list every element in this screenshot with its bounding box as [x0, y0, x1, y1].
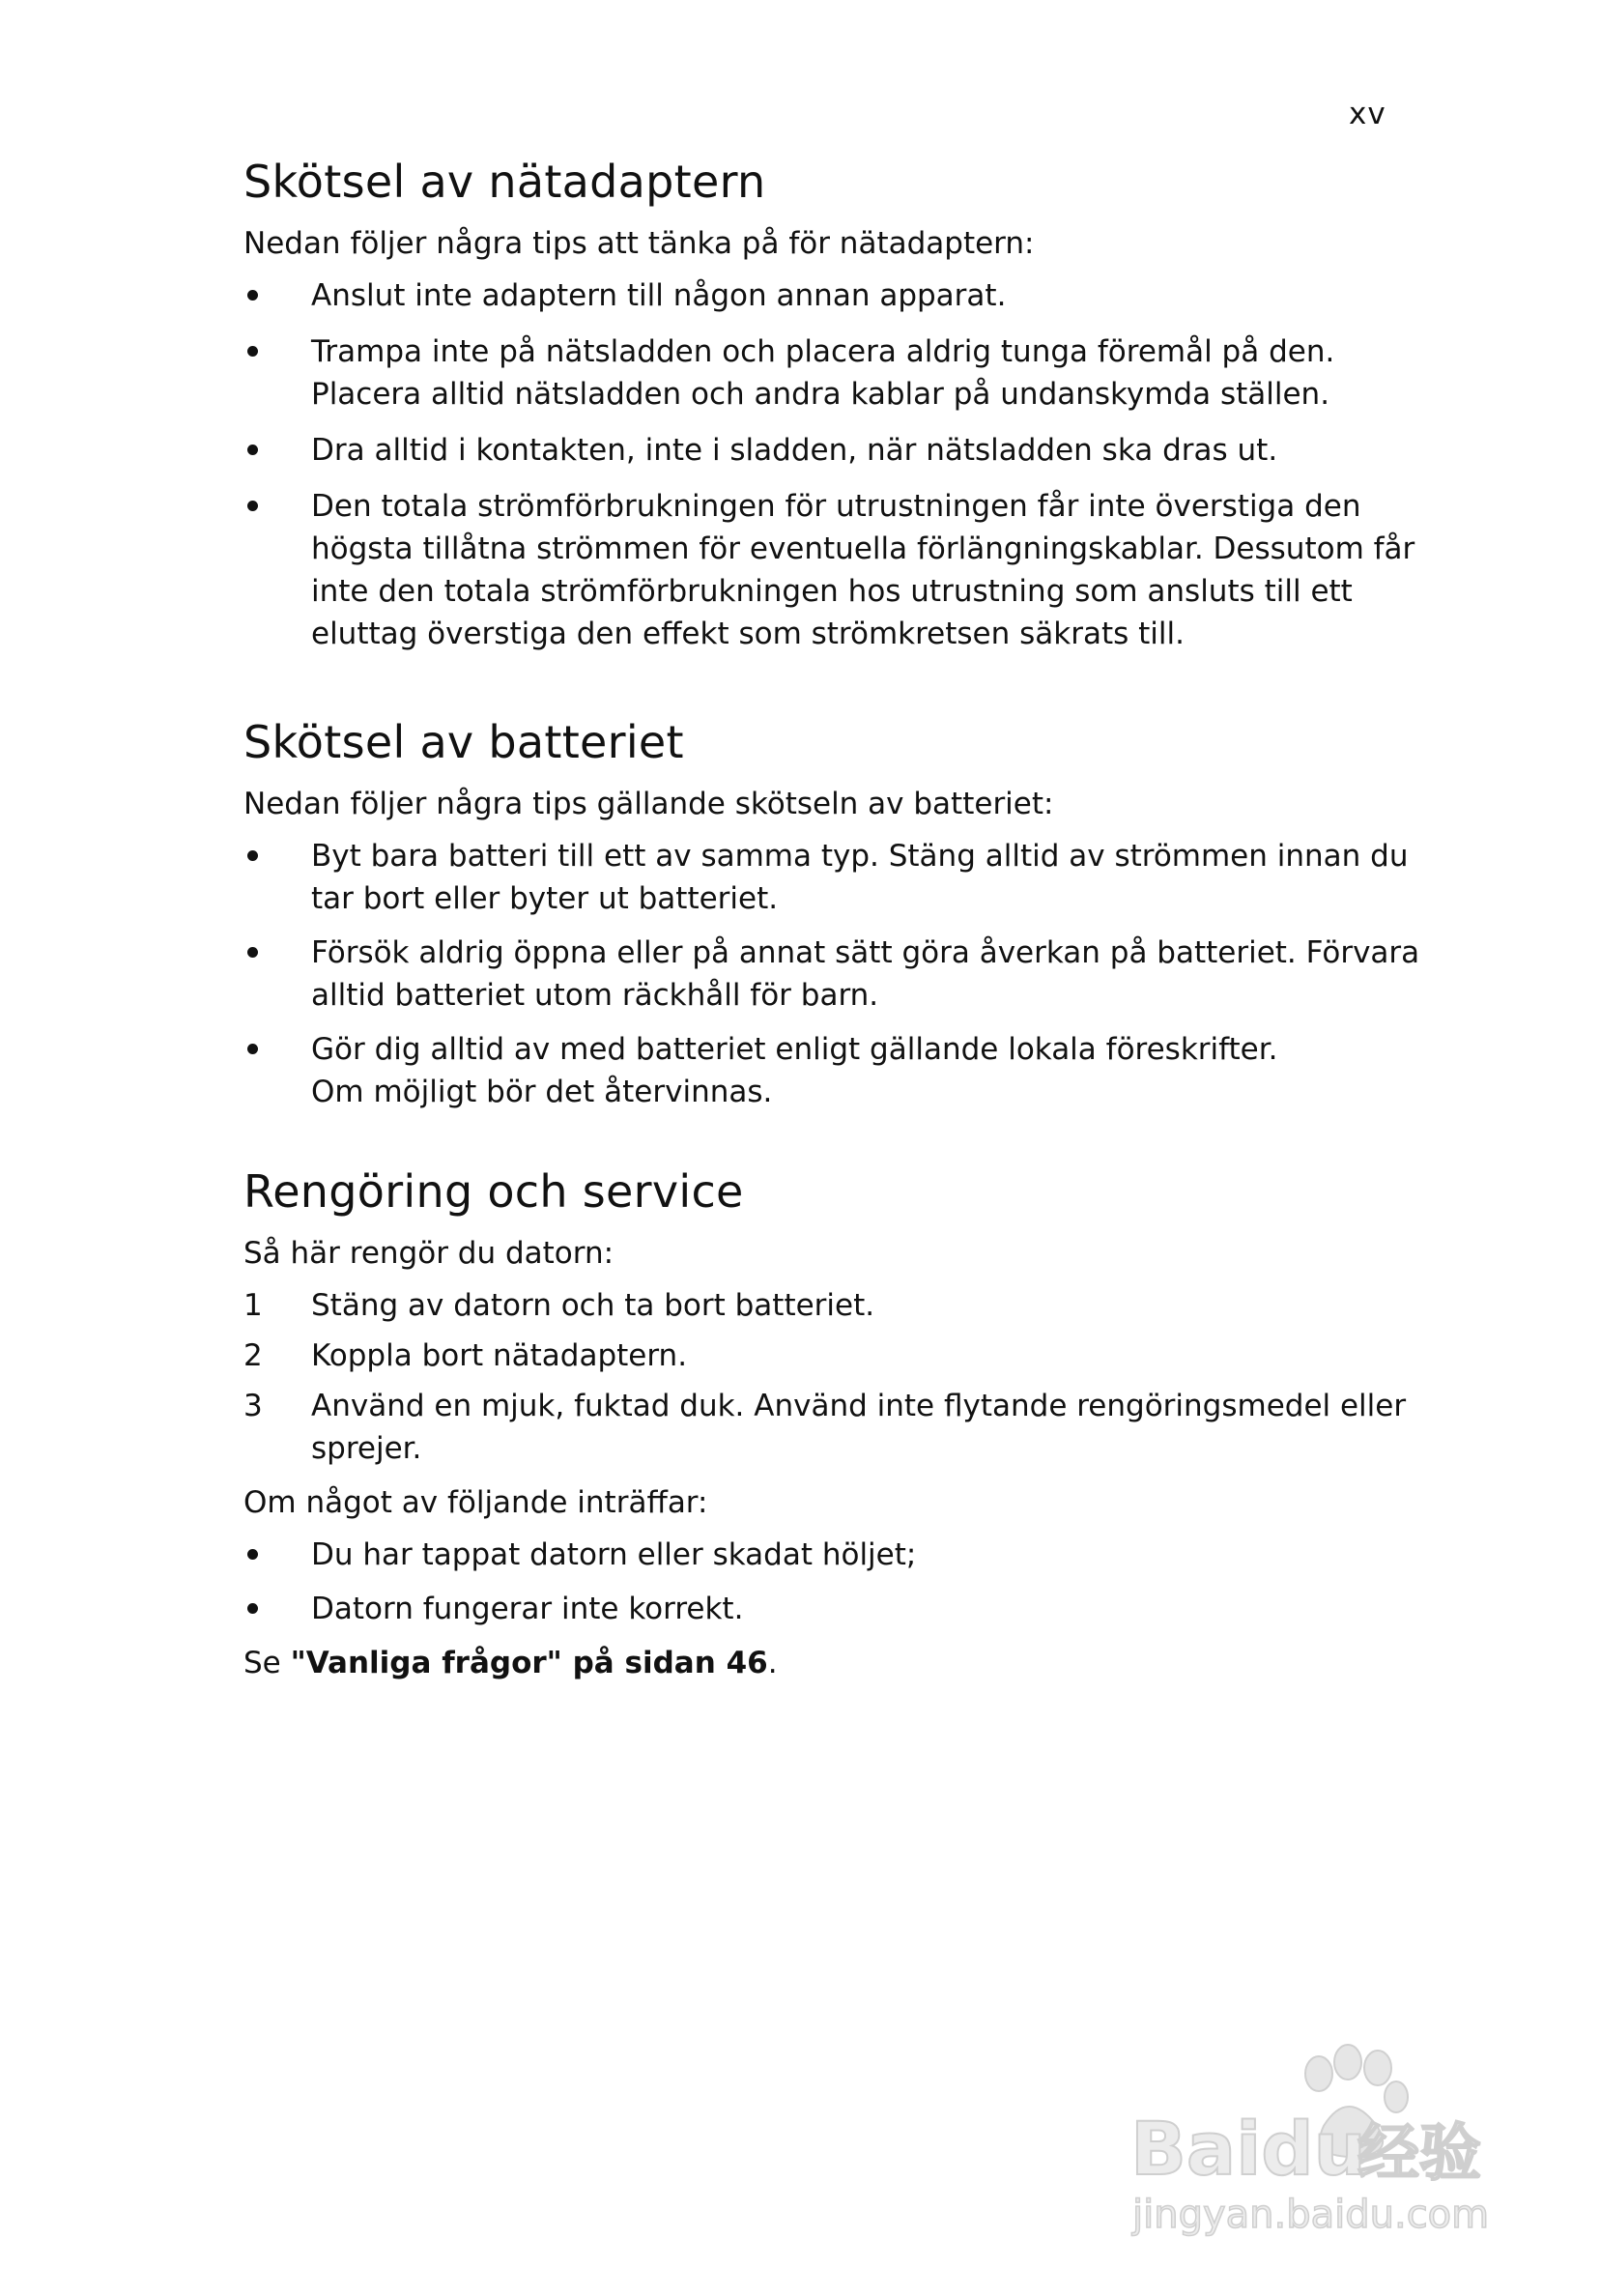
- list-item: [243, 932, 1420, 1017]
- list-item-text: Om möjligt bör det återvinnas.: [311, 1075, 773, 1109]
- step-text: Använd en mjuk, fuktad duk. Använd inte flytande rengöringsmedel eller: [311, 1389, 1407, 1423]
- bullet-icon: [247, 947, 258, 958]
- cross-reference-prefix: Se: [243, 1646, 291, 1680]
- section-title: Skötsel av batteriet: [243, 716, 684, 768]
- section-intro: Nedan följer några tips gällande skötseln av batteriet:: [243, 787, 1054, 821]
- bullet-icon: [247, 290, 258, 301]
- cross-reference-suffix: .: [767, 1646, 778, 1680]
- list-item-text: Placera alltid nätsladden och andra kablar på undanskymda ställen.: [311, 377, 1330, 412]
- list-item-text: Gör dig alltid av med batteriet enligt gällande lokala föreskrifter.: [311, 1032, 1278, 1067]
- list-item-text: högsta tillåtna strömmen för eventuella förlängningskablar. Dessutom får: [311, 531, 1415, 566]
- watermark-url: jingyan.baidu.com: [1132, 2193, 1490, 2237]
- list-item: [243, 485, 1415, 655]
- bullet-icon: [247, 1549, 258, 1560]
- numbered-step: [243, 1284, 1384, 1327]
- step-text: Koppla bort nätadaptern.: [311, 1338, 688, 1373]
- bullet-icon: [247, 346, 258, 357]
- section-intro: Nedan följer några tips att tänka på för nätadaptern:: [243, 226, 1035, 261]
- step-text: Stäng av datorn och ta bort batteriet.: [311, 1288, 875, 1323]
- numbered-step: [243, 1335, 1384, 1377]
- list-item-text: Trampa inte på nätsladden och placera aldrig tunga föremål på den.: [311, 334, 1335, 369]
- list-item: [243, 429, 1384, 472]
- list-item: [243, 330, 1384, 416]
- baidu-watermark: [1121, 2029, 1507, 2252]
- list-item: [243, 1588, 1384, 1630]
- step-number: 2: [243, 1338, 263, 1373]
- list-item-text: Byt bara batteri till ett av samma typ. Stäng alltid av strömmen innan du: [311, 839, 1409, 874]
- list-item: [243, 1028, 1384, 1113]
- bullet-icon: [247, 501, 258, 511]
- list-item-text: Den totala strömförbrukningen för utrustningen får inte överstiga den: [311, 489, 1361, 524]
- section-title: Skötsel av nätadaptern: [243, 156, 766, 208]
- bullet-icon: [247, 850, 258, 861]
- baidu-paw-logo-icon: [1121, 2029, 1507, 2252]
- list-item-text: Datorn fungerar inte korrekt.: [311, 1592, 744, 1626]
- bullet-icon: [247, 1044, 258, 1054]
- section-cleaning-service: [243, 1164, 1407, 1684]
- bullet-icon: [247, 445, 258, 455]
- cross-reference-link[interactable]: "Vanliga frågor" på sidan 46: [290, 1646, 768, 1680]
- watermark-brand: Baidu: [1130, 2106, 1366, 2192]
- list-item: [243, 1534, 1384, 1576]
- bullet-icon: [247, 1603, 258, 1614]
- step-number: 1: [243, 1288, 263, 1323]
- step-number: 3: [243, 1389, 263, 1423]
- list-item: [243, 274, 1384, 317]
- section-intro: Så här rengör du datorn:: [243, 1236, 614, 1271]
- list-item-text: Försök aldrig öppna eller på annat sätt göra åverkan på batteriet. Förvara: [311, 935, 1420, 970]
- list-item-text: eluttag överstiga den effekt som strömkretsen säkrats till.: [311, 617, 1185, 651]
- page-number: xv: [1349, 97, 1386, 131]
- list-item-text: tar bort eller byter ut batteriet.: [311, 881, 779, 916]
- section-intro-secondary: Om något av följande inträffar:: [243, 1485, 708, 1520]
- section-adapter-care: [243, 155, 1415, 655]
- list-item-text: Dra alltid i kontakten, inte i sladden, när nätsladden ska dras ut.: [311, 433, 1278, 468]
- list-item-text: alltid batteriet utom räckhåll för barn.: [311, 978, 879, 1013]
- section-battery-care: [243, 715, 1420, 1113]
- watermark-brand-cn: 经验: [1357, 2118, 1481, 2190]
- numbered-step: [243, 1385, 1407, 1470]
- cross-reference: [243, 1642, 1384, 1684]
- list-item-text: inte den totala strömförbrukningen hos utrustning som ansluts till ett: [311, 574, 1353, 609]
- list-item-text: Anslut inte adaptern till någon annan apparat.: [311, 278, 1007, 313]
- step-text: sprejer.: [311, 1431, 422, 1466]
- section-title: Rengöring och service: [243, 1165, 744, 1218]
- list-item-text: Du har tappat datorn eller skadat höljet;: [311, 1537, 917, 1572]
- list-item: [243, 835, 1409, 920]
